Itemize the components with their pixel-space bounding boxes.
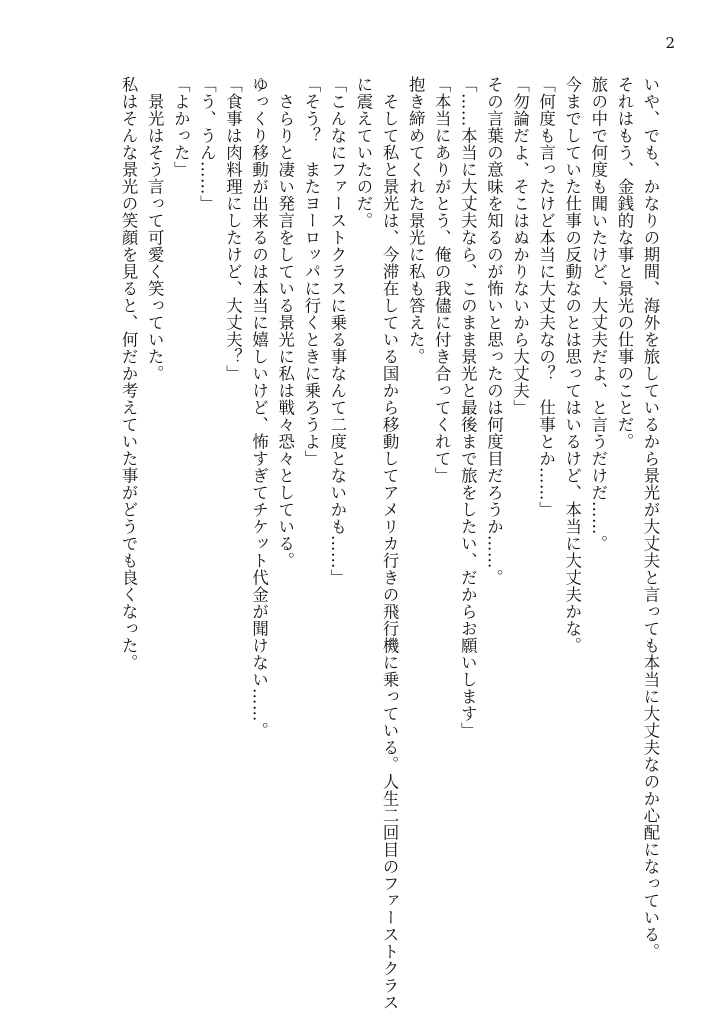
text-line: 「そう？ またヨーロッパに行くときに乗ろうよ」 [301,76,321,467]
text-line: 旅の中で何度も聞いたけど、大丈夫だよ、と言うだけだ……。 [588,76,608,552]
text-line: 「食事は肉料理にしたけど、大丈夫？」 [223,76,243,382]
text-line: 「本当にありがとう、俺の我儘に付き合ってくれて」 [432,76,452,484]
page-number: 2 [665,34,675,52]
text-line: 「……本当に大丈夫なら、このまま景光と最後まで旅をしたい、だからお願いします」 [458,76,478,739]
text-line: ゆっくり移動が出来るのは本当に嬉しいけど、怖すぎてチケット代金が聞けない……。 [249,76,269,739]
text-line: 「よかった」 [171,76,191,178]
vertical-text-body [43,76,663,1011]
text-line: 景光はそう言って可愛く笑っていた。 [145,76,165,382]
text-line: それはもう、金銭的な事と景光の仕事のことだ。 [614,76,634,450]
text-line: さらりと凄い発言をしている景光に私は戦々恐々としている。 [275,76,295,569]
text-line: いや、でも、かなりの期間、海外を旅しているから景光が大丈夫と言っても本当に大丈夫なのか心配になっている。 [641,76,660,960]
text-line: に震えていたのだ。 [353,76,373,229]
text-line: そして私と景光は、今滞在している国から移動してアメリカ行きの飛行機に乗っている。人生二回目のファーストクラス [380,76,400,1011]
text-line: 私はそんな景光の笑顔を見ると、何だか考えていた事がどうでも良くなった。 [119,76,139,671]
text-line: その言葉の意味を知るのが怖いと思ったのは何度目だろうか……。 [484,76,504,586]
text-line: 「う、うん……」 [197,76,217,212]
text-line: 今までしていた仕事の反動なのとは思ってはいるけど、本当に大丈夫かな。 [562,76,582,654]
text-line: 「何度も言ったけど本当に大丈夫なの？ 仕事とか……」 [536,76,556,518]
text-line: 抱き締めてくれた景光に私も答えた。 [406,76,426,365]
text-line: 「勿論だよ、そこはぬかりないから大丈夫」 [510,76,530,416]
text-line: 「こんなにファーストクラスに乗る事なんて二度とないかも……」 [327,76,347,586]
